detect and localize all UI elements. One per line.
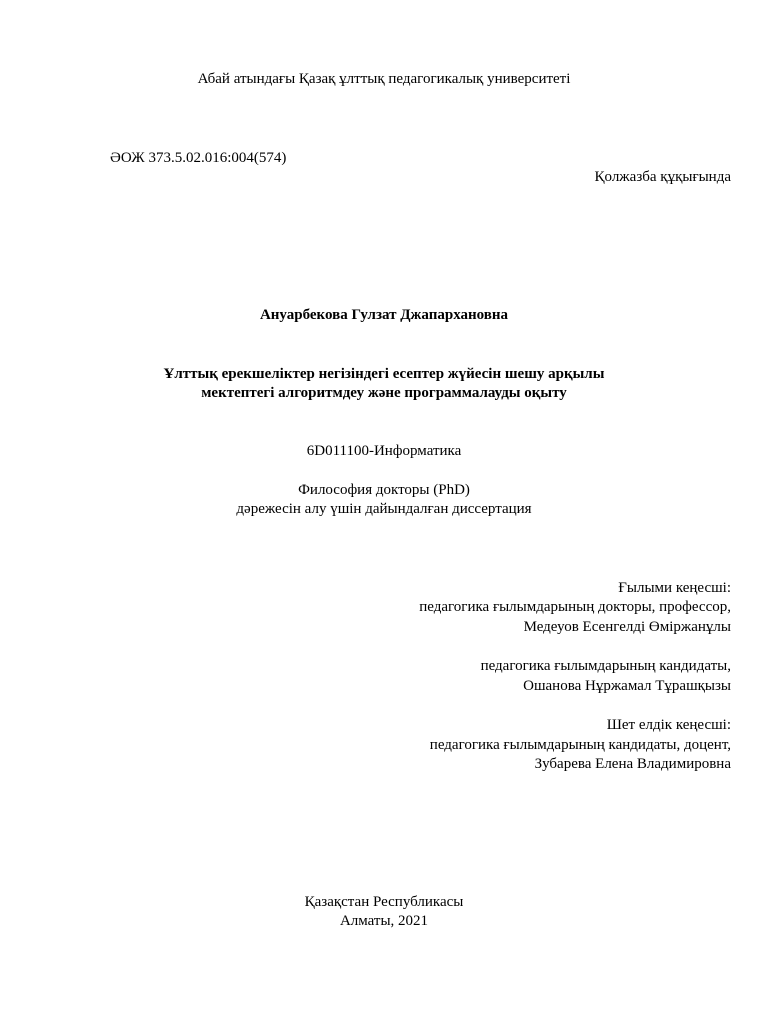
scientific-advisor-heading: Ғылыми кеңесші:: [618, 580, 731, 596]
dissertation-title-line-2: мектептегі алгоритмдеу және программалауды оқыту: [201, 385, 567, 401]
advisor-3-title: педагогика ғылымдарының кандидаты, доцент,: [429, 737, 731, 753]
foreign-advisor-heading: Шет елдік кеңесші:: [606, 717, 731, 733]
specialty-code: 6D011100-Информатика: [306, 443, 462, 459]
university-name: Абай атындағы Қазақ ұлттық педагогикалық университеті: [197, 71, 571, 87]
country: Қазақстан Республикасы: [304, 894, 464, 910]
advisor-2-title: педагогика ғылымдарының кандидаты,: [480, 658, 731, 674]
degree-line-2: дәрежесін алу үшін дайындалған диссертация: [236, 501, 532, 517]
udc-code: ӘОЖ 373.5.02.016:004(574): [110, 150, 287, 166]
advisor-1-name: Медеуов Есенгелді Өміржанұлы: [523, 619, 731, 635]
city-year: Алматы, 2021: [339, 913, 429, 929]
degree-line-1: Философия докторы (PhD): [298, 482, 470, 498]
manuscript-rights: Қолжазба құқығында: [594, 169, 731, 185]
dissertation-title-line-1: Ұлттық ерекшеліктер негізіндегі есептер жүйесін шешу арқылы: [163, 366, 605, 382]
advisor-2-name: Ошанова Нұржамал Тұрашқызы: [523, 678, 731, 694]
author-name: Ануарбекова Гулзат Джапархановна: [259, 307, 509, 323]
advisor-3-name: Зубарева Елена Владимировна: [534, 756, 731, 772]
advisor-1-title: педагогика ғылымдарының докторы, профессор,: [419, 599, 731, 615]
